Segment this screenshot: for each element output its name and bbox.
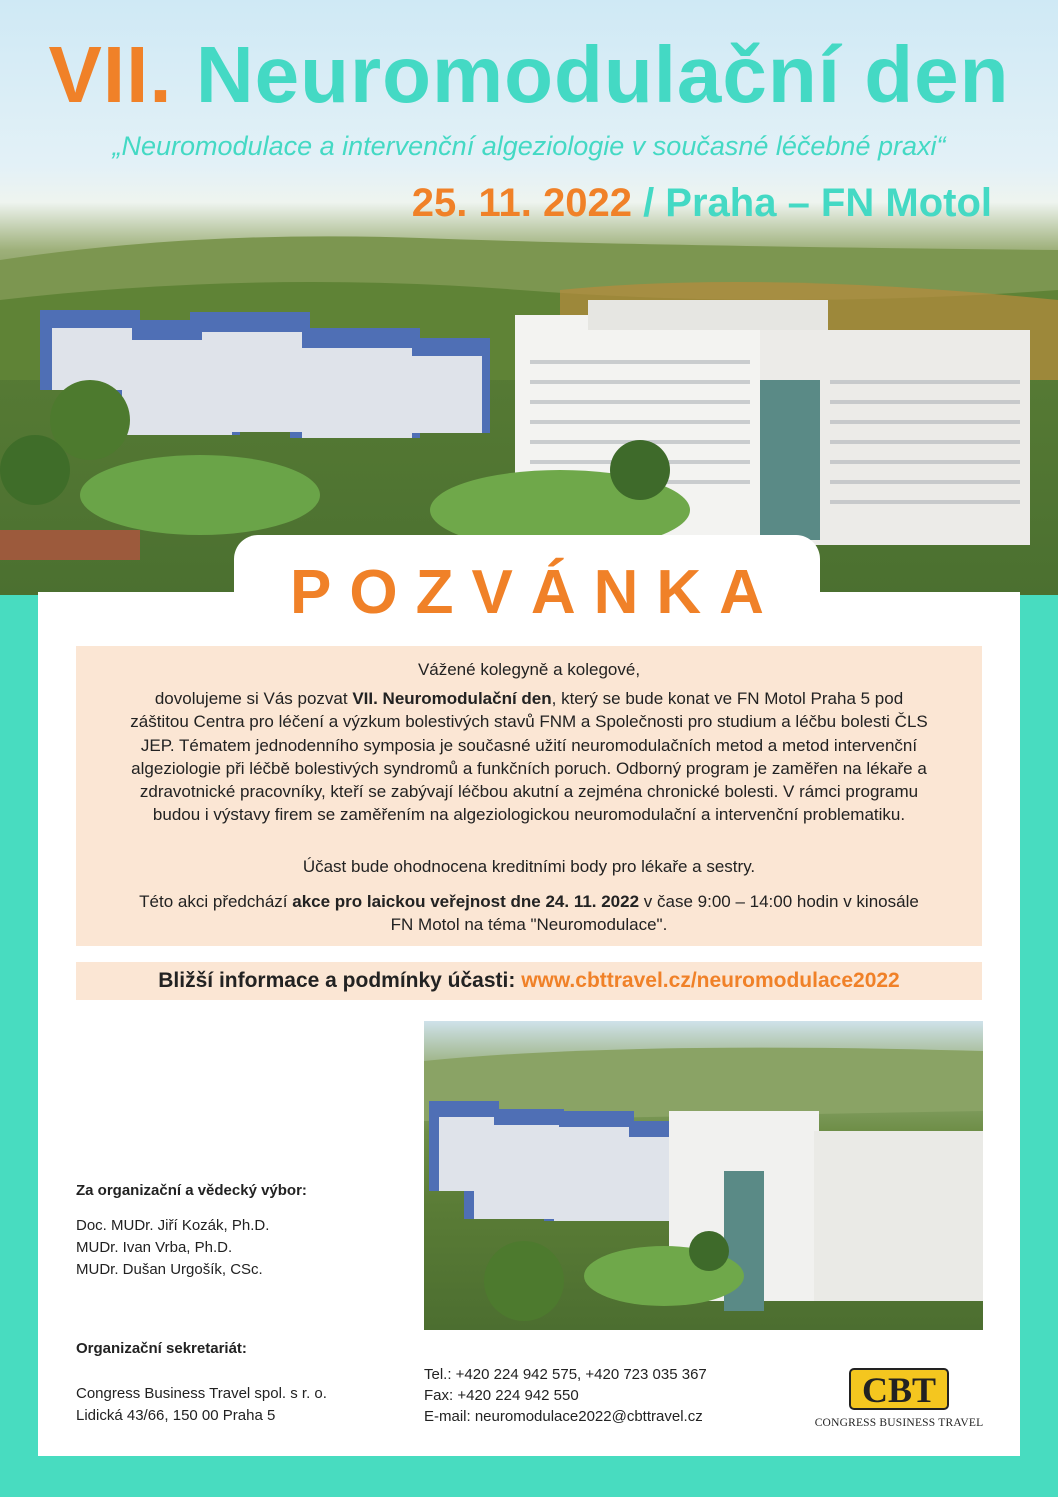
info-url-link[interactable]: www.cbttravel.cz/neuromodulace2022 <box>521 969 900 992</box>
cbt-logo <box>814 1367 984 1433</box>
secretariat-company: Congress Business Travel spol. s r. o. <box>76 1385 327 1402</box>
letter-main-paragraph <box>126 687 932 827</box>
event-place: / Praha – FN Motol <box>643 181 992 225</box>
event-subtitle: „Neuromodulace a intervenční algeziologie v současné léčebné praxi“ <box>112 131 946 161</box>
committee-member: MUDr. Dušan Urgošík, CSc. <box>76 1261 263 1278</box>
committee-heading <box>76 1180 307 1202</box>
info-bar <box>76 962 982 1000</box>
contact-fax: Fax: +420 224 942 550 <box>424 1387 579 1404</box>
contact-email[interactable]: E-mail: neuromodulace2022@cbttravel.cz <box>424 1408 703 1425</box>
cbt-logo-mark <box>814 1367 984 1415</box>
info-label: Bližší informace a podmínky účasti: <box>158 969 522 992</box>
hospital-photo-secondary <box>424 1021 983 1330</box>
letter-lay-bold: akce pro laickou veřejnost dne 24. 11. 2022 <box>292 892 640 911</box>
letter-lay-b: v čase 9:00 – 14:00 hodin v kinosále FN Motol na téma "Neuromodulace". <box>390 892 919 935</box>
invitation-heading: POZVÁNKA <box>290 558 782 627</box>
event-date-place <box>412 178 992 228</box>
letter-credits: Účast bude ohodnocena kreditními body pro lékaře a sestry. <box>302 857 756 876</box>
contact-phone: Tel.: +420 224 942 575, +420 723 035 367 <box>424 1366 707 1383</box>
event-date: 25. 11. 2022 <box>411 181 632 225</box>
hospital-illustration-secondary <box>424 1021 983 1330</box>
committee-heading-text: Za organizační a vědecký výbor: <box>76 1182 307 1199</box>
letter-p1-b: , který se bude konat ve FN Motol Praha 5 pod záštitou Centra pro léčení a výzkum bolestivých stavů FNM a Společnosti pro studium a léčbu bolesti ČLS JEP. Tématem jednodenního symposia je současné užití neuromodulačních metod a metod intervenční algeziologie při léčbě bolestivých syndromů a funkčních poruch. Odborný program je zaměřen na lékaře a zdravotnické pracovníky, kteří se zabývají léčbou akutní a zejména chronické bolesti. V rámci programu budou i výstavy firem se zaměřením na algeziologickou neuromodulační a intervenční problematiku. <box>130 689 928 825</box>
committee-member: MUDr. Ivan Vrba, Ph.D. <box>76 1239 233 1256</box>
cbt-logo-name: CONGRESS BUSINESS TRAVEL <box>814 1417 984 1429</box>
title-roman-numeral: VII. <box>48 30 173 119</box>
committee-member: Doc. MUDr. Jiří Kozák, Ph.D. <box>76 1217 270 1234</box>
letter-p1-bold: VII. Neuromodulační den <box>352 689 552 708</box>
secretariat-heading <box>76 1338 247 1360</box>
secretariat-address: Lidická 43/66, 150 00 Praha 5 <box>76 1407 276 1424</box>
title-text: Neuromodulační den <box>195 30 1010 119</box>
letter-greeting: Vážené kolegyně a kolegové, <box>417 660 641 679</box>
letter-lay-event <box>136 890 922 937</box>
contact-block <box>424 1364 707 1427</box>
secretariat-heading-text: Organizační sekretariát: <box>76 1340 247 1357</box>
letter-p1-a: dovolujeme si Vás pozvat <box>154 689 353 708</box>
invitation-letter <box>76 646 982 946</box>
letter-lay-a: Této akci předchází <box>139 892 293 911</box>
cbt-logo-letters: CBT <box>861 1370 937 1410</box>
event-title <box>0 30 1058 120</box>
